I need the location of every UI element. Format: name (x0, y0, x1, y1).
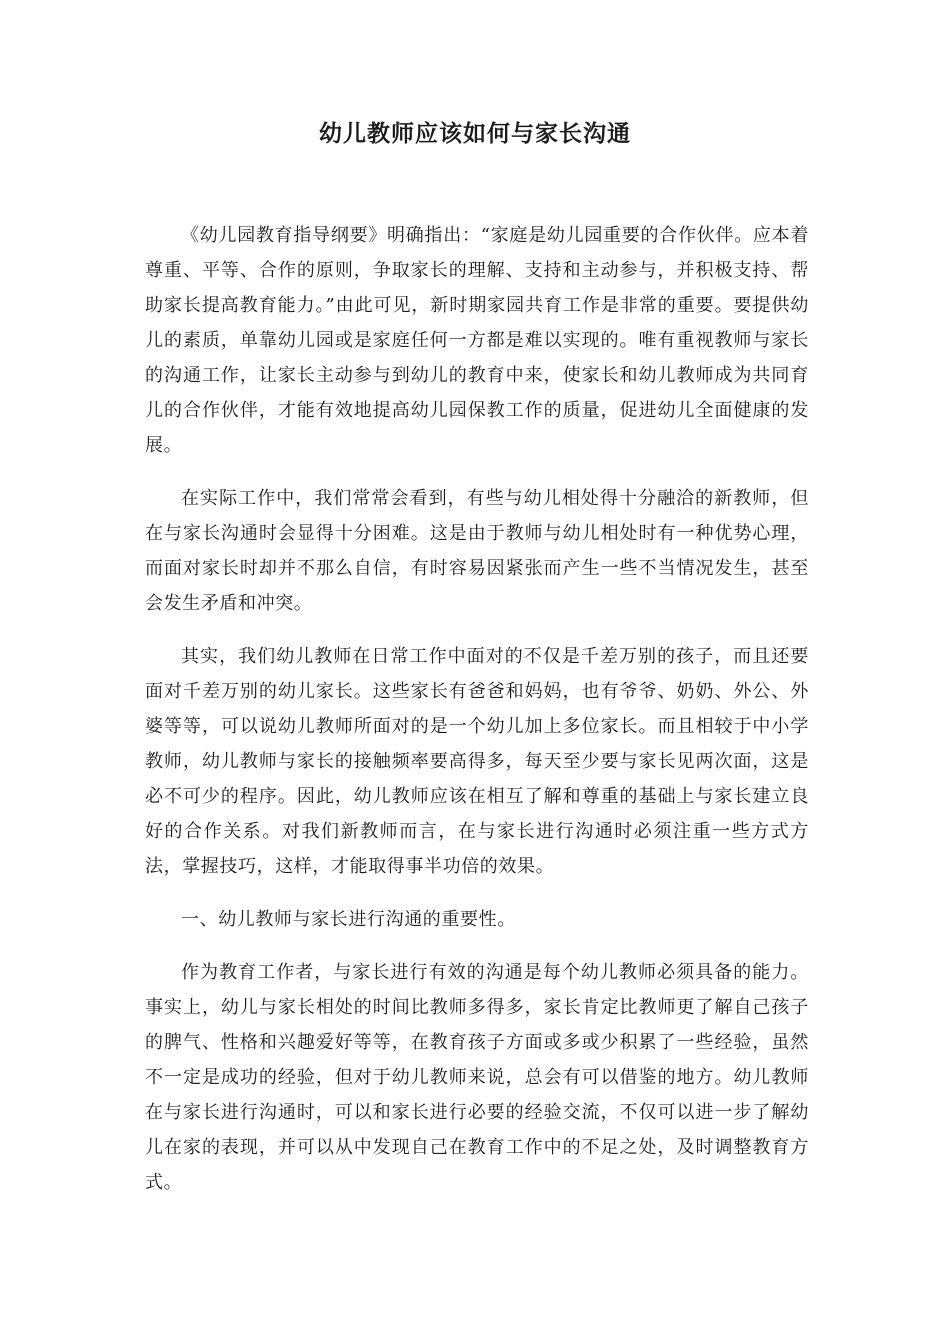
paragraph-importance: 作为教育工作者，与家长进行有效的沟通是每个幼儿教师必须具备的能力。事实上，幼儿与家长相处的时间比教师多得多，家长肯定比教师更了解自己孩子的脾气、性格和兴趣爱好等等，在教育孩子方面或多或少积累了一些经验，虽然不一定是成功的经验，但对于幼儿教师来说，总会有可以借鉴的地方。幼儿教师在与家长进行沟通时，可以和家长进行必要的经验交流，不仅可以进一步了解幼儿在家的表现，并可以从中发现自己在教育工作中的不足之处，及时调整教育方式。 (145, 962, 809, 1193)
document-body (145, 218, 809, 1218)
paragraph-parents: 其实，我们幼儿教师在日常工作中面对的不仅是千差万别的孩子，而且还要面对千差万别的幼儿家长。这些家长有爸爸和妈妈，也有爷爷、奶奶、外公、外婆等等，可以说幼儿教师所面对的是一个幼儿加上多位家长。而且相较于中小学教师，幼儿教师与家长的接触频率要高得多，每天至少要与家长见两次面，这是必不可少的程序。因此，幼儿教师应该在相互了解和尊重的基础上与家长建立良好的合作关系。对我们新教师而言，在与家长进行沟通时必须注重一些方式方法，掌握技巧，这样，才能取得事半功倍的效果。 (145, 646, 809, 877)
paragraph-intro: 《幼儿园教育指导纲要》明确指出：“家庭是幼儿园重要的合作伙伴。应本着尊重、平等、合作的原则，争取家长的理解、支持和主动参与，并积极支持、帮助家长提高教育能力。”由此可见，新时期家园共育工作是非常的重要。要提供幼儿的素质，单靠幼儿园或是家庭任何一方都是难以实现的。唯有重视教师与家长的沟通工作，让家长主动参与到幼儿的教育中来，使家长和幼儿教师成为共同育儿的合作伙伴，才能有效地提高幼儿园保教工作的质量，促进幼儿全面健康的发展。 (145, 225, 809, 456)
section-heading: 一、幼儿教师与家长进行沟通的重要性。 (181, 909, 516, 930)
document-title: 幼儿教师应该如何与家长沟通 (319, 120, 631, 147)
paragraph-practice: 在实际工作中，我们常常会看到，有些与幼儿相处得十分融洽的新教师，但在与家长沟通时会显得十分困难。这是由于教师与幼儿相处时有一种优势心理，而面对家长时却并不那么自信，有时容易因紧张而产生一些不当情况发生，甚至会发生矛盾和冲突。 (145, 488, 809, 614)
